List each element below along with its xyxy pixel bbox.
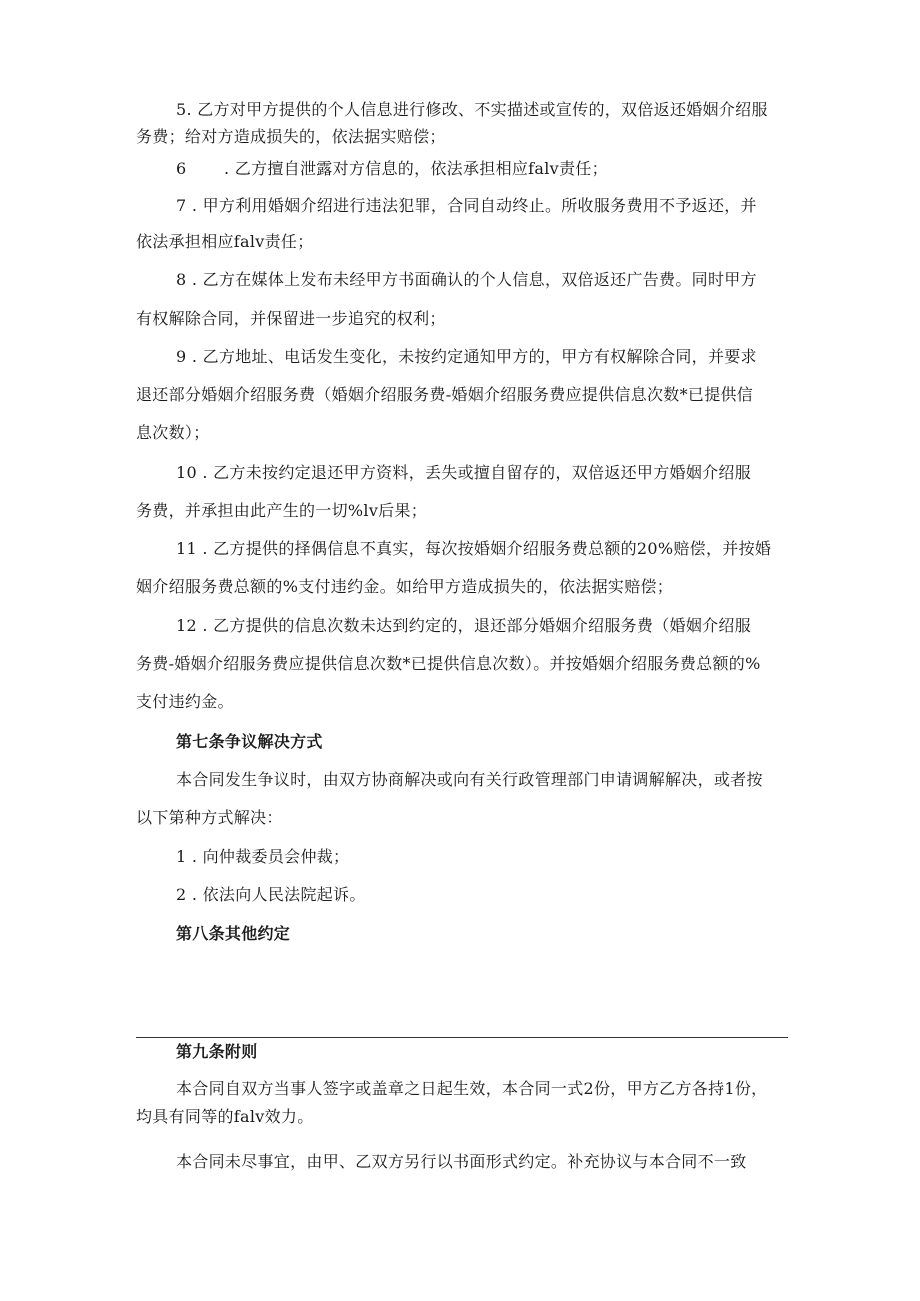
clause-12-line-2: 务费-婚姻介绍服务费应提供信息次数*已提供信息次数）。并按婚姻介绍服务费总额的%	[136, 654, 761, 673]
article-7-option-2: 2 . 依法向人民法院起诉。	[176, 885, 366, 904]
clause-7-line-2: 依法承担相应falv责任；	[136, 232, 314, 251]
article-9-p2-line-1: 本合同未尽事宜，由甲、乙双方另行以书面形式约定。补充协议与本合同不一致	[176, 1152, 747, 1171]
article-9-p1-line-2: 均具有同等的falv效力。	[136, 1107, 314, 1126]
clause-11-line-1: 11 . 乙方提供的择偶信息不真实，每次按婚姻介绍服务费总额的20%赔偿，并按婚	[176, 539, 772, 558]
section-divider	[136, 1037, 788, 1038]
clause-6-number: 6	[176, 159, 187, 178]
article-9-heading: 第九条附则	[176, 1042, 258, 1061]
article-8-heading: 第八条其他约定	[176, 924, 291, 943]
clause-10-line-2: 务费，并承担由此产生的一切%lv后果；	[136, 501, 428, 520]
clause-12-line-3: 支付违约金。	[136, 692, 234, 711]
clause-8-line-1: 8 . 乙方在媒体上发布未经甲方书面确认的个人信息，双倍返还广告费。同时甲方	[176, 270, 757, 289]
clause-8-line-2: 有权解除合同，并保留进一步追究的权利；	[136, 309, 446, 328]
clause-12-line-1: 12 . 乙方提供的信息次数未达到约定的，退还部分婚姻介绍服务费（婚姻介绍服	[176, 616, 752, 635]
clause-6-text: . 乙方擅自泄露对方信息的，依法承担相应falv责任；	[224, 159, 608, 178]
article-7-intro-line-1: 本合同发生争议时，由双方协商解决或向有关行政管理部门申请调解解决，或者按	[176, 770, 763, 789]
clause-5-line-2: 务费；给对方造成损失的，依法据实赔偿；	[136, 127, 446, 146]
clause-10-line-1: 10 . 乙方未按约定退还甲方资料，丢失或擅自留存的，双倍返还甲方婚姻介绍服	[176, 463, 752, 482]
clause-9-line-1: 9 . 乙方地址、电话发生变化，未按约定通知甲方的，甲方有权解除合同，并要求	[176, 347, 757, 366]
article-9-p1-line-1: 本合同自双方当事人签字或盖章之日起生效，本合同一式2份，甲方乙方各持1份，	[176, 1079, 768, 1098]
clause-11-line-2: 姻介绍服务费总额的%支付违约金。如给甲方造成损失的，依法据实赔偿；	[136, 577, 674, 596]
clause-5-line-1: 5. 乙方对甲方提供的个人信息进行修改、不实描述或宣传的，双倍返还婚姻介绍服	[176, 100, 768, 119]
article-7-option-1: 1 . 向仲裁委员会仲裁；	[176, 847, 350, 866]
clause-9-line-3: 息次数）；	[136, 423, 210, 442]
clause-9-line-2: 退还部分婚姻介绍服务费（婚姻介绍服务费-婚姻介绍服务费应提供信息次数*已提供信	[136, 385, 754, 404]
article-7-heading: 第七条争议解决方式	[176, 732, 323, 751]
article-7-intro-line-2: 以下第种方式解决：	[136, 808, 283, 827]
clause-7-line-1: 7 . 甲方利用婚姻介绍进行违法犯罪，合同自动终止。所收服务费用不予返还，并	[176, 196, 757, 215]
